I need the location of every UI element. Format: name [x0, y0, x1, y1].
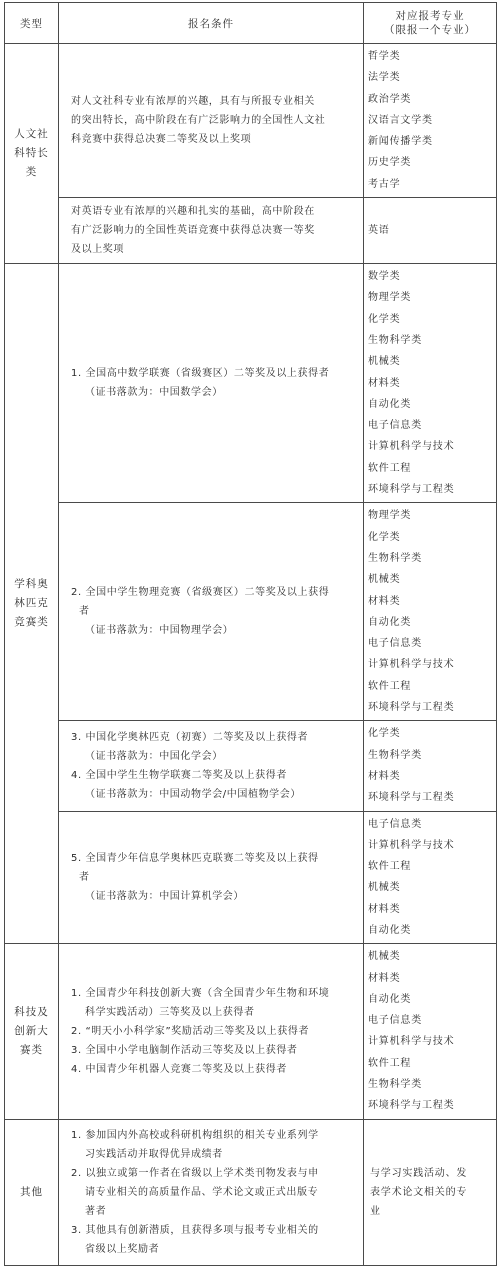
- condition-line: 及以上奖项: [71, 244, 124, 256]
- major-item: 环境科学与工程类: [368, 702, 455, 714]
- condition-line: 4. 中国青少年机器人竞赛二等奖及以上获得者: [71, 1063, 287, 1075]
- major-item: 机械类: [368, 356, 401, 368]
- major-item: 计算机科学与技术: [368, 1036, 455, 1048]
- major-item: 新闻传播学类: [368, 136, 433, 148]
- condition-line: 著者: [85, 1205, 107, 1217]
- major-item: 生物科学类: [368, 749, 422, 761]
- major-item: 材料类: [368, 972, 401, 984]
- major-text-line: 业: [370, 1205, 381, 1217]
- major-item: 机械类: [368, 574, 401, 586]
- condition-line: 2. “明天小小科学家”奖励活动三等奖及以上获得者: [71, 1025, 310, 1037]
- condition-line: 的突出特长，高中阶段在有广泛影响力的全国性人文社: [71, 115, 326, 127]
- major-item: 电子信息类: [368, 1015, 422, 1027]
- condition-line: 3. 中国化学奥林匹克（初赛）二等奖及以上获得者: [71, 731, 309, 743]
- header-type: 类型: [5, 3, 59, 44]
- type-line: 类: [25, 166, 38, 179]
- major-item: 材料类: [368, 903, 401, 915]
- major-item: 环境科学与工程类: [368, 792, 455, 804]
- major-item: 生物科学类: [368, 334, 422, 346]
- major-item: 英语: [368, 225, 390, 237]
- major-text-line: 与学习实践活动、发: [370, 1167, 468, 1179]
- type-line: 人文社: [14, 128, 49, 141]
- type-line: 学科奥: [14, 578, 49, 591]
- major-item: 电子信息类: [368, 638, 422, 650]
- certificate-note: （证书落款为：中国计算机学会）: [85, 890, 244, 902]
- table-row: [5, 721, 497, 811]
- major-item: 计算机科学与技术: [368, 839, 455, 851]
- major-cell: [364, 503, 497, 721]
- type-cell-olympiad: [5, 264, 59, 944]
- major-cell: [364, 264, 497, 503]
- table-row: [5, 1119, 497, 1265]
- major-item: 自动化类: [368, 993, 412, 1005]
- major-item: 数学类: [368, 271, 401, 283]
- major-item: 生物科学类: [368, 552, 422, 564]
- condition-line: 1. 参加国内外高校或科研机构组织的相关专业系列学: [71, 1129, 319, 1141]
- major-text-line: 表学术论文相关的专: [370, 1186, 468, 1198]
- condition-line: 2. 全国中学生物理竞赛（省级赛区）二等奖及以上获得: [71, 587, 330, 599]
- major-cell: [364, 721, 497, 811]
- certificate-note: （证书落款为：中国化学会）: [85, 750, 223, 762]
- table-header-row: [5, 3, 497, 44]
- major-cell: [364, 198, 497, 264]
- condition-line: 有广泛影响力的全国性英语竞赛中获得总决赛一等奖: [71, 225, 315, 237]
- type-cell-innovation: [5, 944, 59, 1119]
- major-item: 化学类: [368, 728, 401, 740]
- major-item: 物理学类: [368, 510, 412, 522]
- condition-cell: [59, 503, 364, 721]
- major-item: 材料类: [368, 595, 401, 607]
- condition-line: 3. 全国中小学电脑制作活动三等奖及以上获得者: [71, 1044, 298, 1056]
- condition-line: 对人文社科专业有浓厚的兴趣，具有与所报专业相关: [71, 96, 315, 108]
- table-row: [5, 503, 497, 721]
- major-item: 化学类: [368, 313, 401, 325]
- major-item: 政治学类: [368, 93, 412, 105]
- major-cell: [364, 811, 497, 944]
- type-cell-humanities: [5, 44, 59, 264]
- major-item: 自动化类: [368, 616, 412, 628]
- condition-cell: [59, 1119, 364, 1265]
- major-item: 生物科学类: [368, 1079, 422, 1091]
- admission-requirements-table: [4, 2, 497, 1266]
- table-row: [5, 198, 497, 264]
- major-item: 电子信息类: [368, 818, 422, 830]
- major-item: 机械类: [368, 951, 401, 963]
- type-line: 其他: [20, 1185, 43, 1198]
- major-item: 软件工程: [368, 462, 412, 474]
- major-item: 自动化类: [368, 398, 412, 410]
- condition-line: 4. 全国中学生生物学联赛二等奖及以上获得者: [71, 769, 287, 781]
- condition-line: 对英语专业有浓厚的兴趣和扎实的基础，高中阶段在: [71, 206, 315, 218]
- major-item: 法学类: [368, 72, 401, 84]
- type-line: 林匹克: [14, 597, 49, 610]
- type-line: 科技及: [14, 1005, 49, 1018]
- table-row: [5, 944, 497, 1119]
- major-item: 软件工程: [368, 861, 412, 873]
- major-cell: [364, 44, 497, 198]
- header-major: [364, 3, 497, 44]
- major-item: 电子信息类: [368, 420, 422, 432]
- major-item: 物理学类: [368, 292, 412, 304]
- condition-line: 科学实践活动）三等奖及以上获得者: [85, 1006, 255, 1018]
- major-item: 环境科学与工程类: [368, 484, 455, 496]
- major-item: 考古学: [368, 178, 401, 190]
- condition-line: 习实践活动并取得优异成绩者: [85, 1148, 223, 1160]
- condition-line: 科竞赛中获得总决赛二等奖及以上奖项: [71, 134, 252, 146]
- major-item: 材料类: [368, 770, 401, 782]
- type-line: 科特长: [14, 147, 49, 160]
- certificate-note: （证书落款为：中国动物学会/中国植物学会）: [85, 788, 301, 800]
- type-line: 竞赛类: [14, 616, 49, 629]
- condition-line: 请专业相关的高质量作品、学术论文或正式出版专: [85, 1186, 319, 1198]
- condition-line: 1. 全国青少年科技创新大赛（含全国青少年生物和环境: [71, 987, 330, 999]
- header-major-line2: （限报一个专业）: [384, 24, 476, 36]
- condition-line: 省级以上奖励者: [85, 1243, 160, 1255]
- condition-cell: [59, 721, 364, 811]
- condition-line: 者: [79, 871, 90, 883]
- table-row: [5, 811, 497, 944]
- condition-line: 5. 全国青少年信息学奥林匹克联赛二等奖及以上获得: [71, 852, 319, 864]
- major-item: 计算机科学与技术: [368, 441, 455, 453]
- condition-line: 2. 以独立或第一作者在省级以上学术类刊物发表与申: [71, 1167, 319, 1179]
- condition-cell: [59, 811, 364, 944]
- major-cell: [364, 1119, 497, 1265]
- type-cell-other: [5, 1119, 59, 1265]
- condition-line: 1. 全国高中数学联赛（省级赛区）二等奖及以上获得者: [71, 368, 330, 380]
- major-item: 机械类: [368, 882, 401, 894]
- major-item: 材料类: [368, 377, 401, 389]
- condition-cell: [59, 944, 364, 1119]
- condition-line: 3. 其他具有创新潜质，且获得多项与报考专业相关的: [71, 1224, 319, 1236]
- header-major-line1: 对应报考专业: [395, 10, 465, 22]
- major-item: 化学类: [368, 531, 401, 543]
- table-row: [5, 264, 497, 503]
- certificate-note: （证书落款为：中国数学会）: [85, 387, 223, 399]
- major-item: 历史学类: [368, 157, 412, 169]
- major-item: 计算机科学与技术: [368, 659, 455, 671]
- condition-cell: [59, 198, 364, 264]
- major-item: 汉语言文学类: [368, 114, 433, 126]
- major-item: 软件工程: [368, 1057, 412, 1069]
- major-item: 软件工程: [368, 680, 412, 692]
- major-item: 自动化类: [368, 924, 412, 936]
- type-line: 创新大: [14, 1024, 49, 1037]
- major-cell: [364, 944, 497, 1119]
- condition-cell: [59, 44, 364, 198]
- header-condition: 报名条件: [59, 3, 364, 44]
- table-row: [5, 44, 497, 198]
- condition-line: 者: [79, 606, 90, 618]
- major-item: 环境科学与工程类: [368, 1100, 455, 1112]
- condition-cell: [59, 264, 364, 503]
- certificate-note: （证书落款为：中国物理学会）: [85, 625, 234, 637]
- major-item: 哲学类: [368, 51, 401, 62]
- type-line: 赛类: [20, 1043, 43, 1056]
